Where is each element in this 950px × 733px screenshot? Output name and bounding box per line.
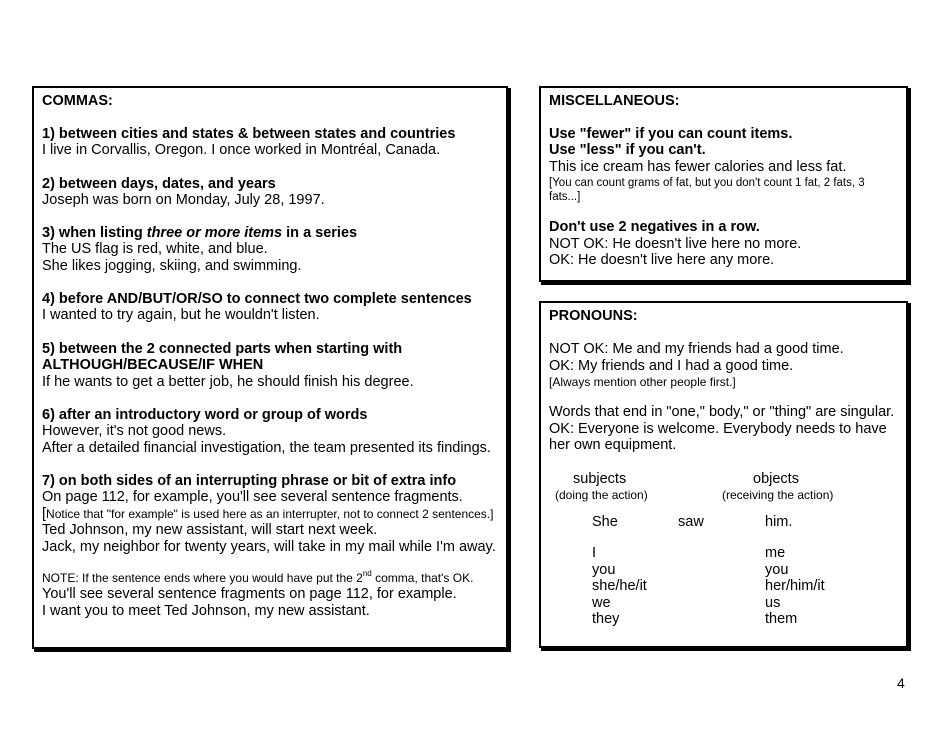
subjects-heading: subjects bbox=[573, 471, 627, 487]
object-pronoun: us bbox=[765, 595, 781, 611]
rule-3-example-1: The US flag is red, white, and blue. bbox=[42, 241, 268, 257]
misc-negatives-heading: Don't use 2 negatives in a row. bbox=[549, 219, 760, 235]
note-example-2: I want you to meet Ted Johnson, my new assistant. bbox=[42, 603, 370, 619]
rule-5-heading-2: ALTHOUGH/BECAUSE/IF WHEN bbox=[42, 357, 264, 373]
rule-5-heading-1: 5) between the 2 connected parts when starting with bbox=[42, 341, 403, 357]
commas-note: NOTE: If the sentence ends where you would have put the 2nd comma, that's OK. bbox=[42, 569, 474, 585]
rule-2-heading: 2) between days, dates, and years bbox=[42, 176, 276, 192]
object-pronoun: her/him/it bbox=[765, 578, 825, 594]
object-pronoun: me bbox=[765, 545, 786, 561]
misc-note-2: fats...] bbox=[549, 191, 581, 203]
pronouns-title: PRONOUNS: bbox=[549, 308, 638, 324]
note-example-1: You'll see several sentence fragments on page 112, for example. bbox=[42, 586, 457, 602]
rule-4-example: I wanted to try again, but he wouldn't listen. bbox=[42, 307, 320, 323]
pronouns-note: [Always mention other people first.] bbox=[549, 375, 736, 389]
rule-7-example-2: Ted Johnson, my new assistant, will start next week. bbox=[42, 522, 378, 538]
object-pronoun: them bbox=[765, 611, 798, 627]
rule-3-heading: 3) when listing three or more items in a series bbox=[42, 225, 358, 241]
objects-subheading: (receiving the action) bbox=[722, 488, 834, 502]
misc-less-heading: Use "less" if you can't. bbox=[549, 142, 706, 158]
misc-not-ok: NOT OK: He doesn't live here no more. bbox=[549, 236, 802, 252]
singular-example-2: her own equipment. bbox=[549, 437, 677, 453]
misc-example: This ice cream has fewer calories and less fat. bbox=[549, 159, 847, 175]
rule-1-heading: 1) between cities and states & between states and countries bbox=[42, 126, 456, 142]
commas-title: COMMAS: bbox=[42, 93, 113, 109]
misc-ok: OK: He doesn't live here any more. bbox=[549, 252, 775, 268]
rule-6-example-1: However, it's not good news. bbox=[42, 423, 227, 439]
pronouns-ok: OK: My friends and I had a good time. bbox=[549, 358, 794, 374]
singular-rule: Words that end in "one," body," or "thing" are singular. bbox=[549, 404, 895, 420]
subject-pronoun: they bbox=[592, 611, 620, 627]
page-number: 4 bbox=[897, 675, 905, 691]
subject-pronoun: you bbox=[592, 562, 616, 578]
rule-6-example-2: After a detailed financial investigation, the team presented its findings. bbox=[42, 440, 491, 456]
rule-6-heading: 6) after an introductory word or group of words bbox=[42, 407, 368, 423]
example-subject: She bbox=[592, 514, 618, 530]
rule-5-example: If he wants to get a better job, he should finish his degree. bbox=[42, 374, 414, 390]
subjects-subheading: (doing the action) bbox=[555, 488, 648, 502]
rule-7-example-3: Jack, my neighbor for twenty years, will take in my mail while I'm away. bbox=[42, 539, 496, 555]
rule-7-note: [Notice that "for example" is used here as an interrupter, not to connect 2 sentences.] bbox=[42, 506, 494, 522]
example-object: him. bbox=[765, 514, 793, 530]
object-pronoun: you bbox=[765, 562, 789, 578]
singular-example-1: OK: Everyone is welcome. Everybody needs to have bbox=[549, 421, 887, 437]
misc-note-1: [You can count grams of fat, but you don't count 1 fat, 2 fats, 3 bbox=[549, 177, 865, 189]
rule-2-example: Joseph was born on Monday, July 28, 1997. bbox=[42, 192, 325, 208]
subject-pronoun: she/he/it bbox=[592, 578, 647, 594]
rule-1-example: I live in Corvallis, Oregon. I once worked in Montréal, Canada. bbox=[42, 142, 441, 158]
subject-pronoun: we bbox=[592, 595, 611, 611]
misc-fewer-heading: Use "fewer" if you can count items. bbox=[549, 126, 793, 142]
rule-4-heading: 4) before AND/BUT/OR/SO to connect two complete sentences bbox=[42, 291, 472, 307]
objects-heading: objects bbox=[753, 471, 799, 487]
rule-7-example-1: On page 112, for example, you'll see several sentence fragments. bbox=[42, 489, 463, 505]
pronouns-not-ok: NOT OK: Me and my friends had a good time. bbox=[549, 341, 844, 357]
rule-7-heading: 7) on both sides of an interrupting phrase or bit of extra info bbox=[42, 473, 457, 489]
rule-3-example-2: She likes jogging, skiing, and swimming. bbox=[42, 258, 302, 274]
subject-pronoun: I bbox=[592, 545, 597, 561]
example-verb: saw bbox=[678, 514, 704, 530]
misc-title: MISCELLANEOUS: bbox=[549, 93, 680, 109]
